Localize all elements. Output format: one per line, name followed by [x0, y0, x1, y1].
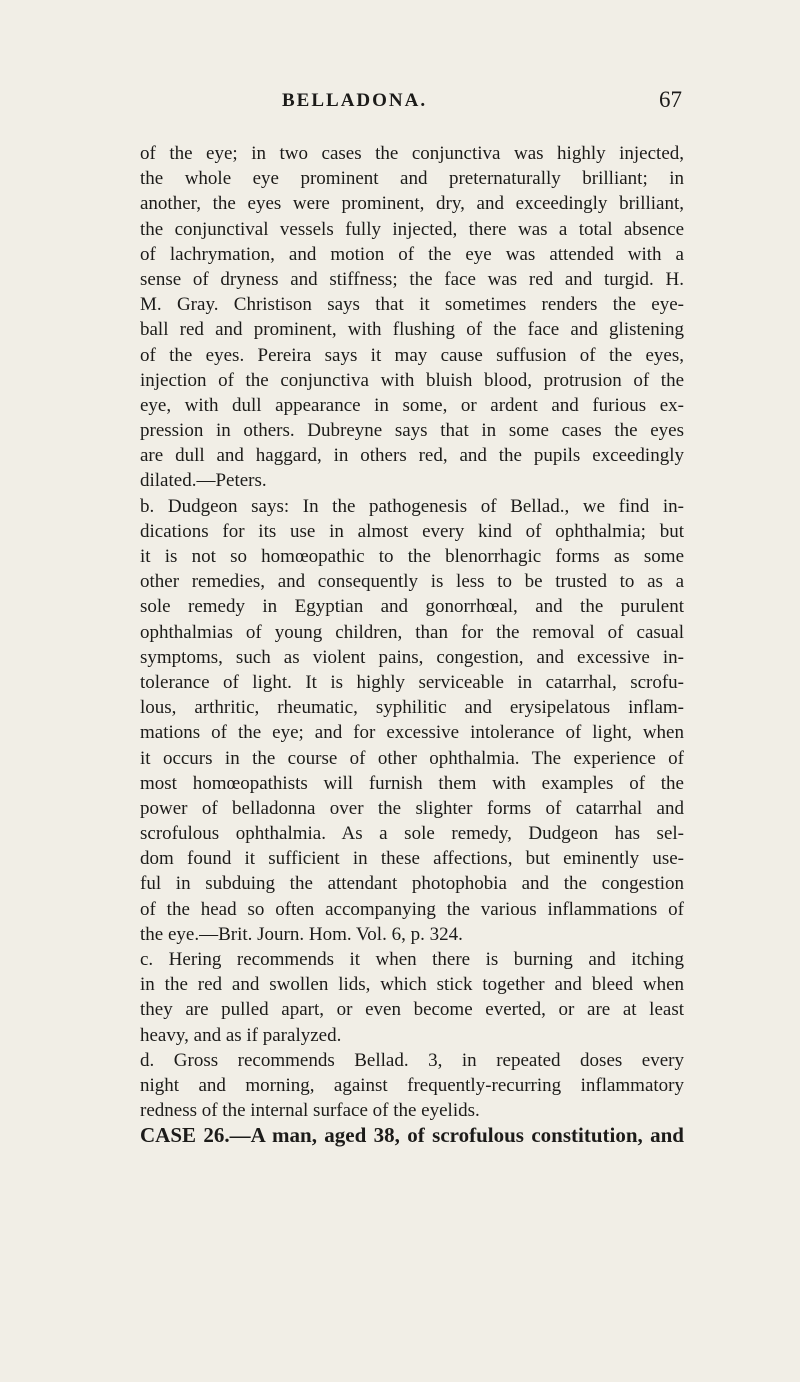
- text-line: sole remedy in Egyptian and gonorrhœal, and the purulent: [140, 596, 684, 618]
- text-line: it occurs in the course of other ophthalmia. The experience of: [140, 747, 684, 769]
- text-line: dom found it sufficient in these affections, but eminently use-: [140, 848, 684, 870]
- page-number: 67: [659, 87, 682, 112]
- text-line: of the head so often accompanying the various inflammations of: [140, 898, 684, 920]
- text-line: the whole eye prominent and preternaturally brilliant; in: [140, 168, 684, 190]
- text-line: most homœopathists will furnish them with examples of the: [140, 772, 684, 794]
- text-line: other remedies, and consequently is less to be trusted to as a: [140, 571, 684, 593]
- text-line: of the eyes. Pereira says it may cause suffusion of the eyes,: [140, 344, 684, 366]
- text-line: power of belladonna over the slighter forms of catarrhal and: [140, 797, 684, 819]
- text-line: dilated.—Peters.: [140, 470, 267, 492]
- text-line: the eye.—Brit. Journ. Hom. Vol. 6, p. 324.: [140, 923, 463, 945]
- text-line: tolerance of light. It is highly serviceable in catarrhal, scrofu-: [140, 671, 684, 693]
- text-line: lous, arthritic, rheumatic, syphilitic and erysipelatous inflam-: [140, 697, 684, 719]
- text-line: in the red and swollen lids, which stick together and bleed when: [140, 974, 684, 996]
- text-line: eye, with dull appearance in some, or ardent and furious ex-: [140, 394, 684, 416]
- text-line: of the eye; in two cases the conjunctiva was highly injected,: [140, 143, 684, 164]
- text-line: ball red and prominent, with flushing of the face and glistening: [140, 319, 684, 341]
- text-line: injection of the conjunctiva with bluish blood, protrusion of the: [140, 369, 684, 391]
- running-head: [282, 87, 682, 120]
- text-line: M. Gray. Christison says that it sometimes renders the eye-: [140, 294, 684, 316]
- text-line: night and morning, against frequently-recurring inflammatory: [140, 1074, 684, 1096]
- text-line: it is not so homœopathic to the blenorrhagic forms as some: [140, 546, 684, 567]
- text-line: they are pulled apart, or even become everted, or are at least: [140, 999, 684, 1021]
- body-text: [140, 141, 684, 1149]
- text-line: scrofulous ophthalmia. As a sole remedy, Dudgeon has sel-: [140, 823, 684, 845]
- text-line: b. Dudgeon says: In the pathogenesis of Bellad., we find in-: [140, 495, 684, 517]
- text-line: heavy, and as if paralyzed.: [140, 1024, 342, 1046]
- text-line: sense of dryness and stiffness; the face was red and turgid. H.: [140, 268, 684, 290]
- text-line: are dull and haggard, in others red, and the pupils exceedingly: [140, 445, 684, 467]
- text-line: c. Hering recommends it when there is burning and itching: [140, 949, 684, 970]
- running-head-title: BELLADONA.: [282, 90, 428, 111]
- text-line: dications for its use in almost every kind of ophthalmia; but: [140, 520, 684, 542]
- text-line: pression in others. Dubreyne says that in some cases the eyes: [140, 420, 684, 442]
- text-line: d. Gross recommends Bellad. 3, in repeated doses every: [140, 1049, 684, 1071]
- case-heading-line: CASE 26.—A man, aged 38, of scrofulous constitution, and: [140, 1123, 684, 1148]
- text-line: another, the eyes were prominent, dry, and exceedingly brilliant,: [140, 193, 684, 215]
- text-line: mations of the eye; and for excessive intolerance of light, when: [140, 722, 684, 744]
- text-line: ophthalmias of young children, than for the removal of casual: [140, 621, 684, 643]
- text-line: ful in subduing the attendant photophobia and the congestion: [140, 873, 684, 895]
- text-line: symptoms, such as violent pains, congestion, and excessive in-: [140, 646, 684, 668]
- text-line: the conjunctival vessels fully injected, there was a total absence: [140, 218, 684, 240]
- text-line: of lachrymation, and motion of the eye was attended with a: [140, 243, 684, 265]
- text-line: redness of the internal surface of the eyelids.: [140, 1100, 480, 1122]
